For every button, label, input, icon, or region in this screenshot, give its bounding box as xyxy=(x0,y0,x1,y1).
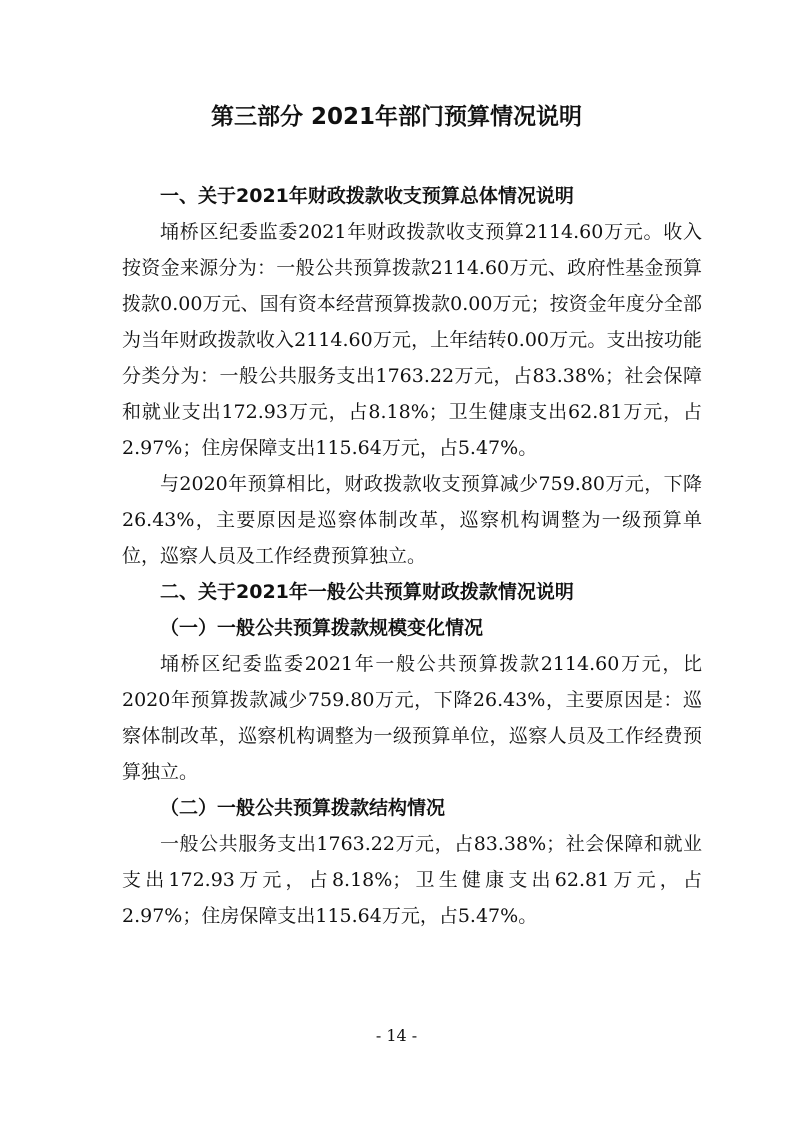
page-number: - 14 - xyxy=(375,1026,418,1045)
section-heading-1: 一、关于2021年财政拨款收支预算总体情况说明 xyxy=(160,185,574,207)
section1-paragraph-2: 与2020年预算相比，财政拨款收支预算减少759.80万元，下降26.43%，主要原因是巡察体制改革，巡察机构调整为一级预算单位，巡察人员及工作经费预算独立。 xyxy=(122,473,702,567)
subsection-heading-2: （二）一般公共预算拨款结构情况 xyxy=(160,797,446,819)
subsection1-paragraph: 埇桥区纪委监委2021年一般公共预算拨款2114.60万元，比2020年预算拨款减少759.80万元，下降26.43%，主要原因是：巡察体制改革，巡察机构调整为一级预算单位，巡察人员及工作经费预算独立。 xyxy=(122,653,702,783)
subsection2-paragraph: 一般公共服务支出1763.22万元，占83.38%；社会保障和就业支出172.93万元，占8.18%；卫生健康支出62.81万元，占2.97%；住房保障支出115.64万元，占5.47%。 xyxy=(122,833,702,927)
page-title: 第三部分 2021年部门预算情况说明 xyxy=(210,104,583,130)
section-heading-2: 二、关于2021年一般公共预算财政拨款情况说明 xyxy=(160,581,574,603)
section1-paragraph-1: 埇桥区纪委监委2021年财政拨款收支预算2114.60万元。收入按资金来源分为：一般公共预算拨款2114.60万元、政府性基金预算拨款0.00万元、国有资本经营预算拨款0.00万元；按资金年度分全部为当年财政拨款收入2114.60万元，上年结转0.00万元。支出按功能分类分为：一般公共服务支出1763.22万元，占83.38%；社会保障和就业支出172.93万元，占8.18%；卫生健康支出62.81万元，占2.97%；住房保障支出115.64万元，占5.47%。 xyxy=(122,221,702,459)
subsection-heading-1: （一）一般公共预算拨款规模变化情况 xyxy=(160,617,484,639)
document-body xyxy=(122,178,702,934)
